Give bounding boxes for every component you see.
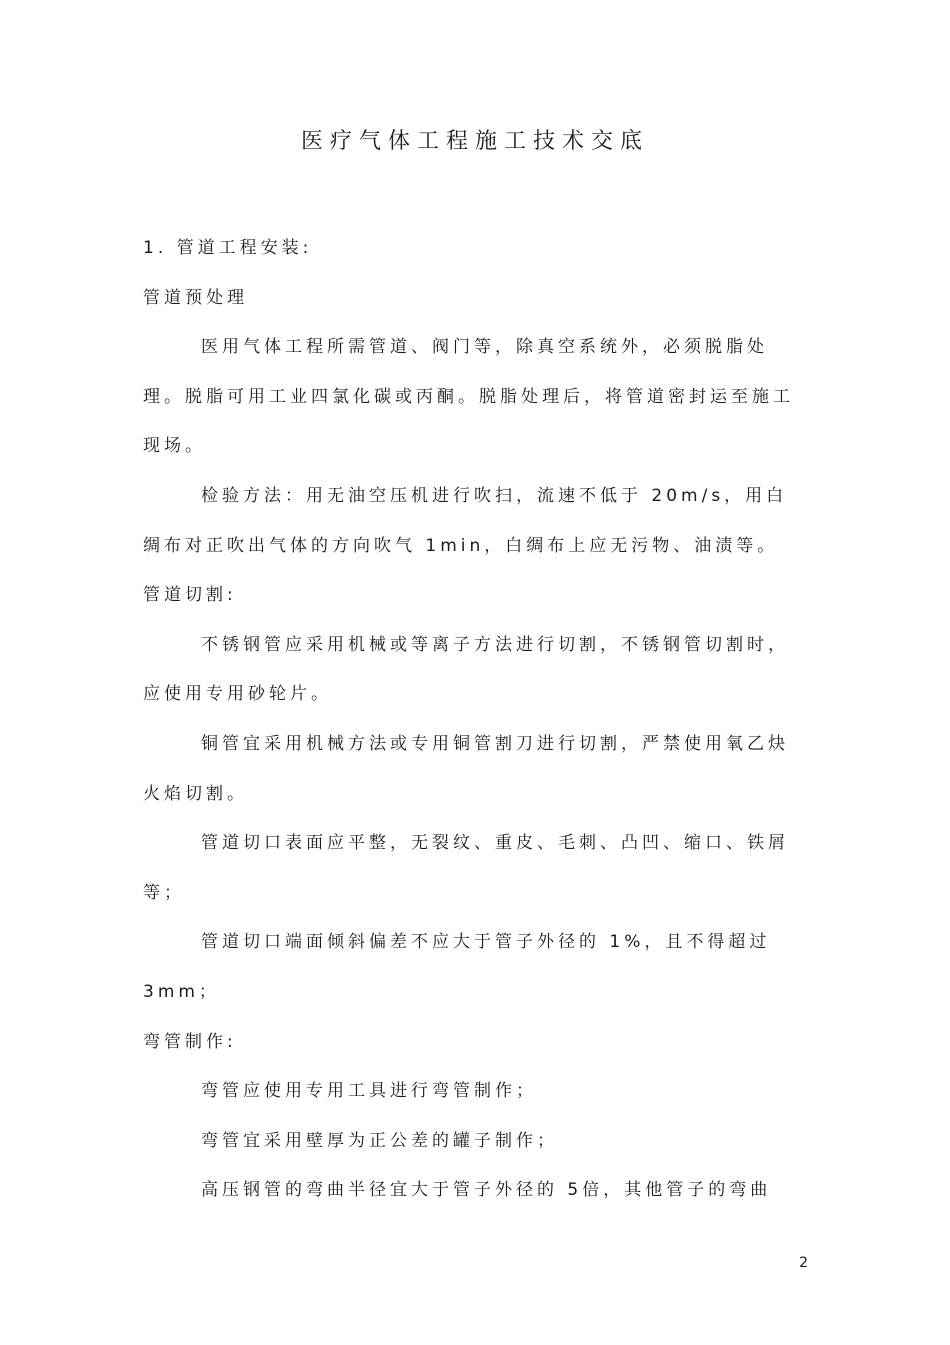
- document-body: [143, 224, 805, 1216]
- paragraph-stainless-cutting: 不锈钢管应采用机械或等离子方法进行切割，不锈钢管切割时，应使用专用砂轮片。: [143, 634, 789, 705]
- paragraph-bend-wall-thickness: 弯管宜采用壁厚为正公差的罐子制作；: [201, 1130, 558, 1151]
- subheading-pipe-cutting: 管道切割:: [143, 585, 237, 606]
- paragraph-cut-surface: 管道切口表面应平整，无裂纹、重皮、毛刺、凸凹、缩口、铁屑等；: [143, 833, 789, 903]
- section-heading-pipe-installation: 1. 管道工程安装:: [143, 238, 313, 258]
- paragraph-copper-cutting: 铜管宜采用机械方法或专用铜管割刀进行切割，严禁使用氧乙炔火焰切割。: [143, 733, 789, 804]
- subheading-pipe-pretreatment: 管道预处理: [143, 287, 248, 308]
- subheading-bend-fabrication: 弯管制作:: [143, 1031, 237, 1052]
- paragraph-cut-deviation: 管道切口端面倾斜偏差不应大于管子外径的 1%，且不得超过3mm；: [143, 932, 771, 1002]
- page-number: 2: [799, 1255, 808, 1271]
- paragraph-degreasing: 医用气体工程所需管道、阀门等，除真空系统外，必须脱脂处理。脱脂可用工业四氯化碳或丙酮。脱脂处理后，将管道密封运至施工现场。: [143, 337, 794, 457]
- paragraph-bend-tools: 弯管应使用专用工具进行弯管制作；: [201, 1081, 537, 1102]
- paragraph-inspection-method: 检验方法：用无油空压机进行吹扫，流速不低于 20m/s，用白绸布对正吹出气体的方向吹气 1min，白绸布上应无污物、油渍等。: [143, 485, 788, 556]
- document-title: 医疗气体工程施工技术交底: [300, 129, 649, 154]
- paragraph-bend-radius: 高压钢管的弯曲半径宜大于管子外径的 5倍，其他管子的弯曲: [201, 1180, 772, 1201]
